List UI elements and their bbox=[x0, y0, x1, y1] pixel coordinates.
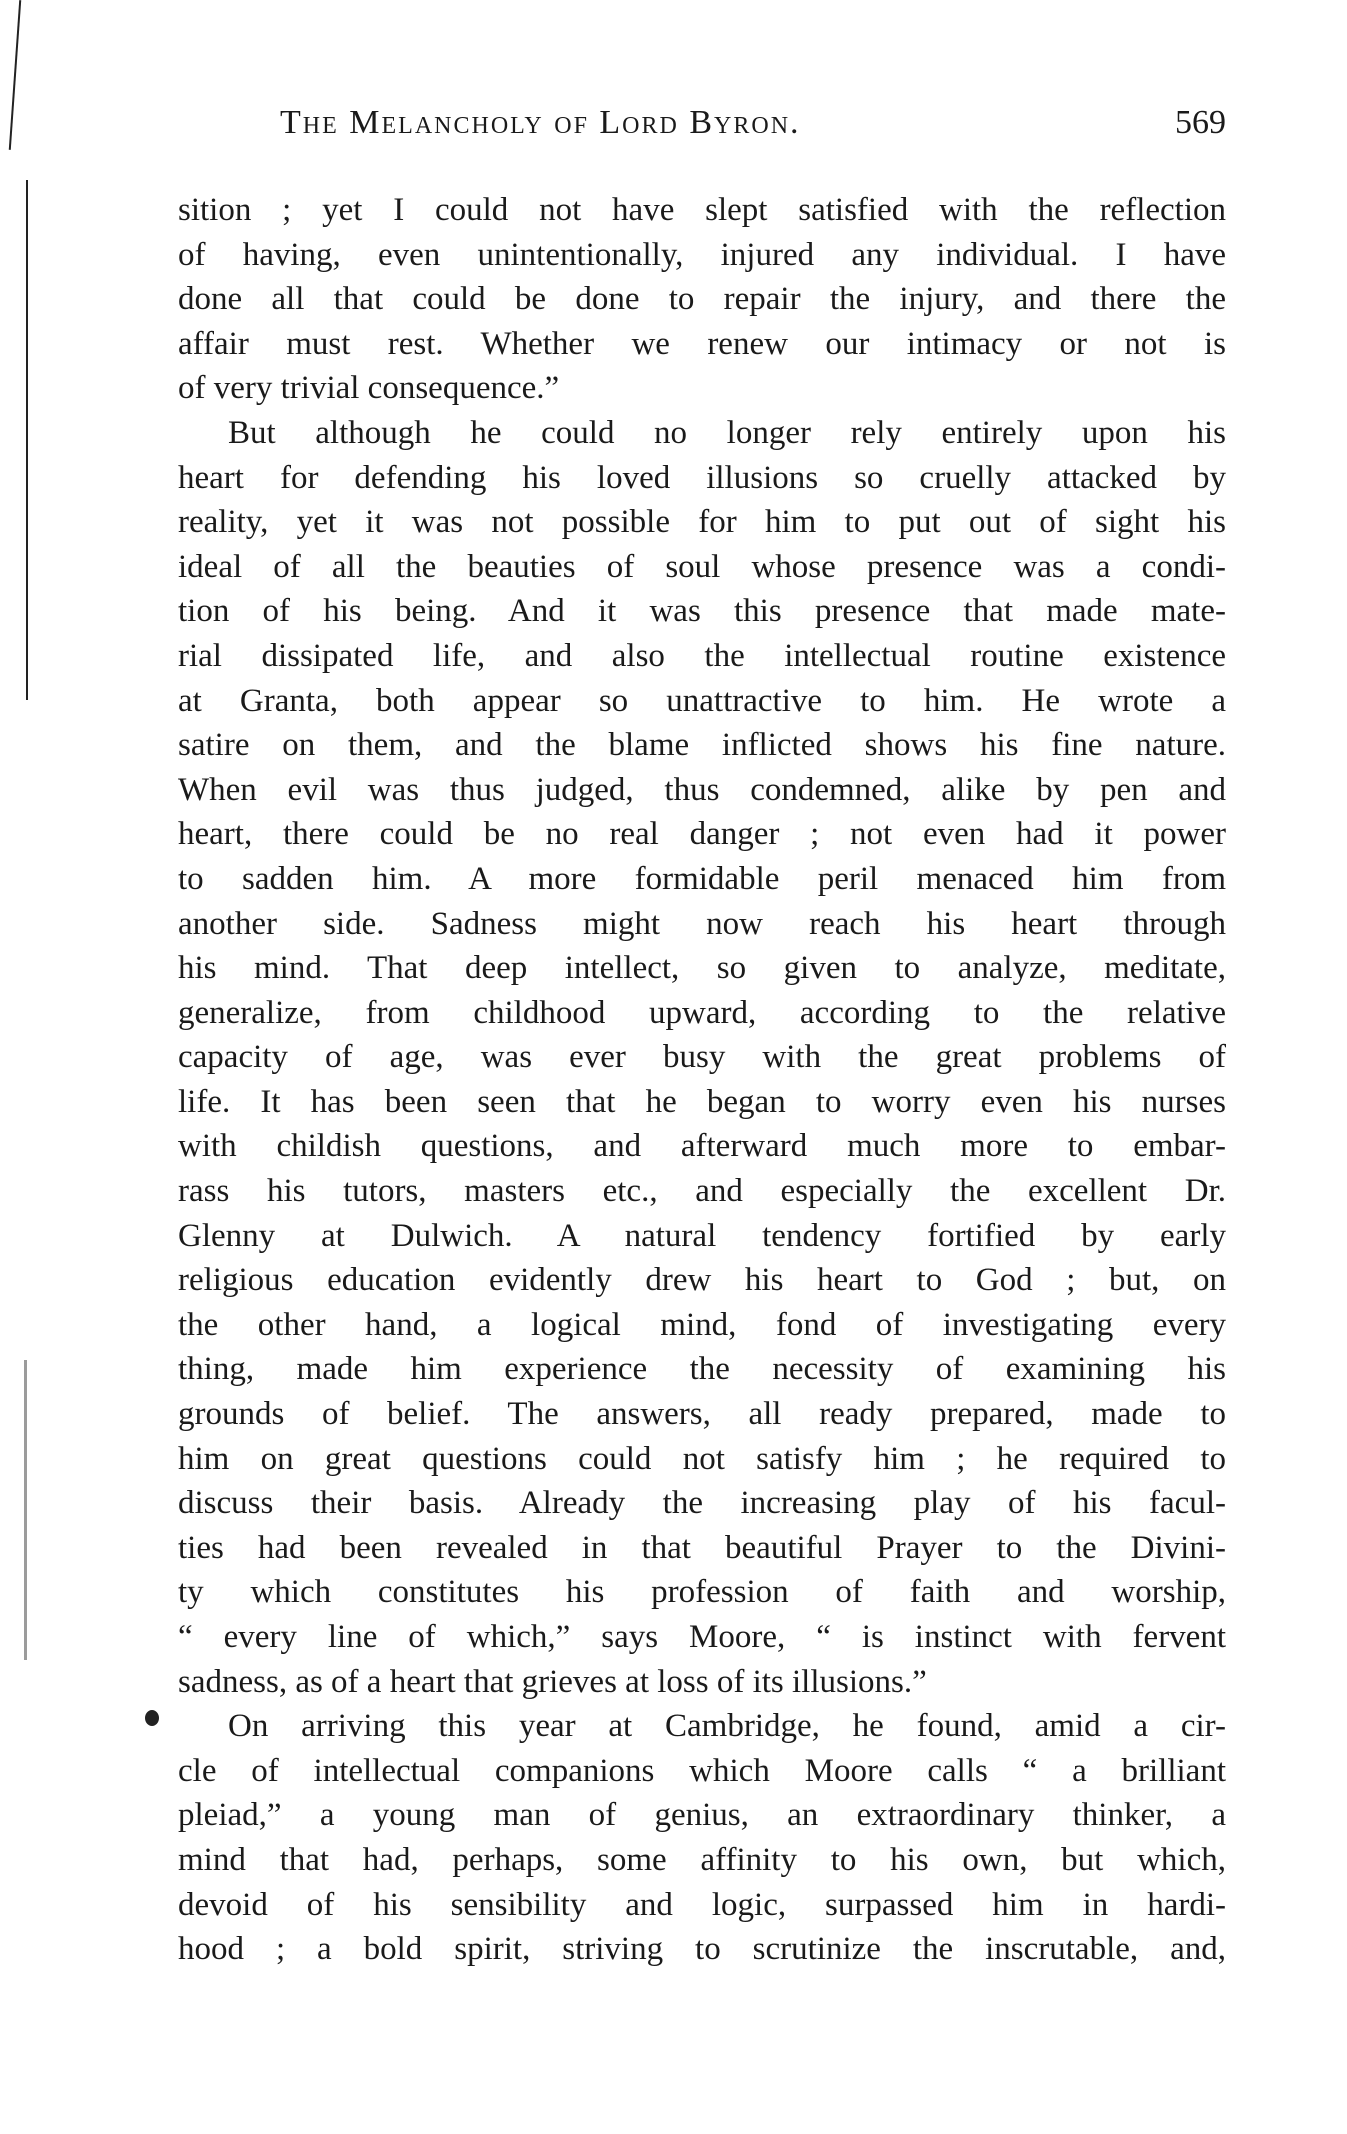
paragraph bbox=[178, 1704, 1226, 1972]
text-line: done all that could be done to repair the injury, and there the bbox=[178, 281, 1226, 318]
text-line: at Granta, both appear so unattractive to him. He wrote a bbox=[178, 682, 1226, 719]
ink-blot bbox=[145, 1710, 159, 1726]
text-line: On arriving this year at Cambridge, he found, amid a cir- bbox=[228, 1708, 1226, 1745]
scan-edge-mark bbox=[9, 0, 21, 150]
text-line: hood ; a bold spirit, striving to scrutinize the inscrutable, and, bbox=[178, 1931, 1226, 1968]
text-line: satire on them, and the blame inflicted shows his fine nature. bbox=[178, 727, 1226, 764]
text-line: his mind. That deep intellect, so given to analyze, meditate, bbox=[178, 950, 1226, 987]
text-line: capacity of age, was ever busy with the great problems of bbox=[178, 1039, 1226, 1076]
text-line: sition ; yet I could not have slept satisfied with the reflection bbox=[178, 192, 1226, 228]
text-line: pleiad,” a young man of genius, an extraordinary thinker, a bbox=[178, 1797, 1226, 1834]
paragraph bbox=[178, 188, 1226, 411]
text-line: of having, even unintentionally, injured any individual. I have bbox=[178, 236, 1226, 273]
text-line: generalize, from childhood upward, according to the relative bbox=[178, 994, 1226, 1031]
text-line: with childish questions, and afterward much more to embar- bbox=[178, 1128, 1226, 1165]
text-line: But although he could no longer rely entirely upon his bbox=[228, 414, 1226, 451]
text-line: grounds of belief. The answers, all ready prepared, made to bbox=[178, 1396, 1226, 1433]
text-line: thing, made him experience the necessity of examining his bbox=[178, 1351, 1226, 1388]
text-line: sadness, as of a heart that grieves at loss of its illusions.” bbox=[178, 1663, 927, 1700]
text-line: discuss their basis. Already the increasing play of his facul- bbox=[178, 1485, 1226, 1522]
running-head bbox=[280, 104, 1226, 154]
text-line: the other hand, a logical mind, fond of investigating every bbox=[178, 1306, 1226, 1343]
text-line: rass his tutors, masters etc., and especially the excellent Dr. bbox=[178, 1173, 1226, 1210]
text-line: reality, yet it was not possible for him to put out of sight his bbox=[178, 504, 1226, 541]
running-head-title: The Melancholy of Lord Byron. bbox=[280, 104, 801, 141]
text-line: Glenny at Dulwich. A natural tendency fortified by early bbox=[178, 1217, 1226, 1254]
text-line: heart, there could be no real danger ; not even had it power bbox=[178, 816, 1226, 853]
scan-edge-mark bbox=[24, 1360, 27, 1660]
text-line: life. It has been seen that he began to worry even his nurses bbox=[178, 1083, 1226, 1120]
text-line: affair must rest. Whether we renew our intimacy or not is bbox=[178, 325, 1226, 362]
scan-edge-mark bbox=[26, 180, 28, 700]
text-line: rial dissipated life, and also the intellectual routine existence bbox=[178, 637, 1226, 674]
paragraph bbox=[178, 411, 1226, 1704]
text-line: to sadden him. A more formidable peril menaced him from bbox=[178, 860, 1226, 897]
text-line: ty which constitutes his profession of faith and worship, bbox=[178, 1574, 1226, 1611]
text-line: of very trivial consequence.” bbox=[178, 370, 560, 407]
text-line: ties had been revealed in that beautiful Prayer to the Divini- bbox=[178, 1529, 1226, 1566]
text-line: religious education evidently drew his heart to God ; but, on bbox=[178, 1262, 1226, 1299]
text-line: devoid of his sensibility and logic, surpassed him in hardi- bbox=[178, 1886, 1226, 1923]
text-line: mind that had, perhaps, some affinity to his own, but which, bbox=[178, 1841, 1226, 1878]
page-number: 569 bbox=[1175, 104, 1226, 141]
text-line: cle of intellectual companions which Moore calls “ a brilliant bbox=[178, 1752, 1226, 1789]
body-text bbox=[178, 188, 1226, 1972]
text-line: him on great questions could not satisfy him ; he required to bbox=[178, 1440, 1226, 1477]
text-line: heart for defending his loved illusions so cruelly attacked by bbox=[178, 459, 1226, 496]
text-line: another side. Sadness might now reach his heart through bbox=[178, 905, 1226, 942]
text-line: When evil was thus judged, thus condemned, alike by pen and bbox=[178, 771, 1226, 808]
text-line: “ every line of which,” says Moore, “ is instinct with fervent bbox=[178, 1619, 1226, 1655]
text-line: ideal of all the beauties of soul whose presence was a condi- bbox=[178, 548, 1226, 585]
text-line: tion of his being. And it was this presence that made mate- bbox=[178, 593, 1226, 630]
